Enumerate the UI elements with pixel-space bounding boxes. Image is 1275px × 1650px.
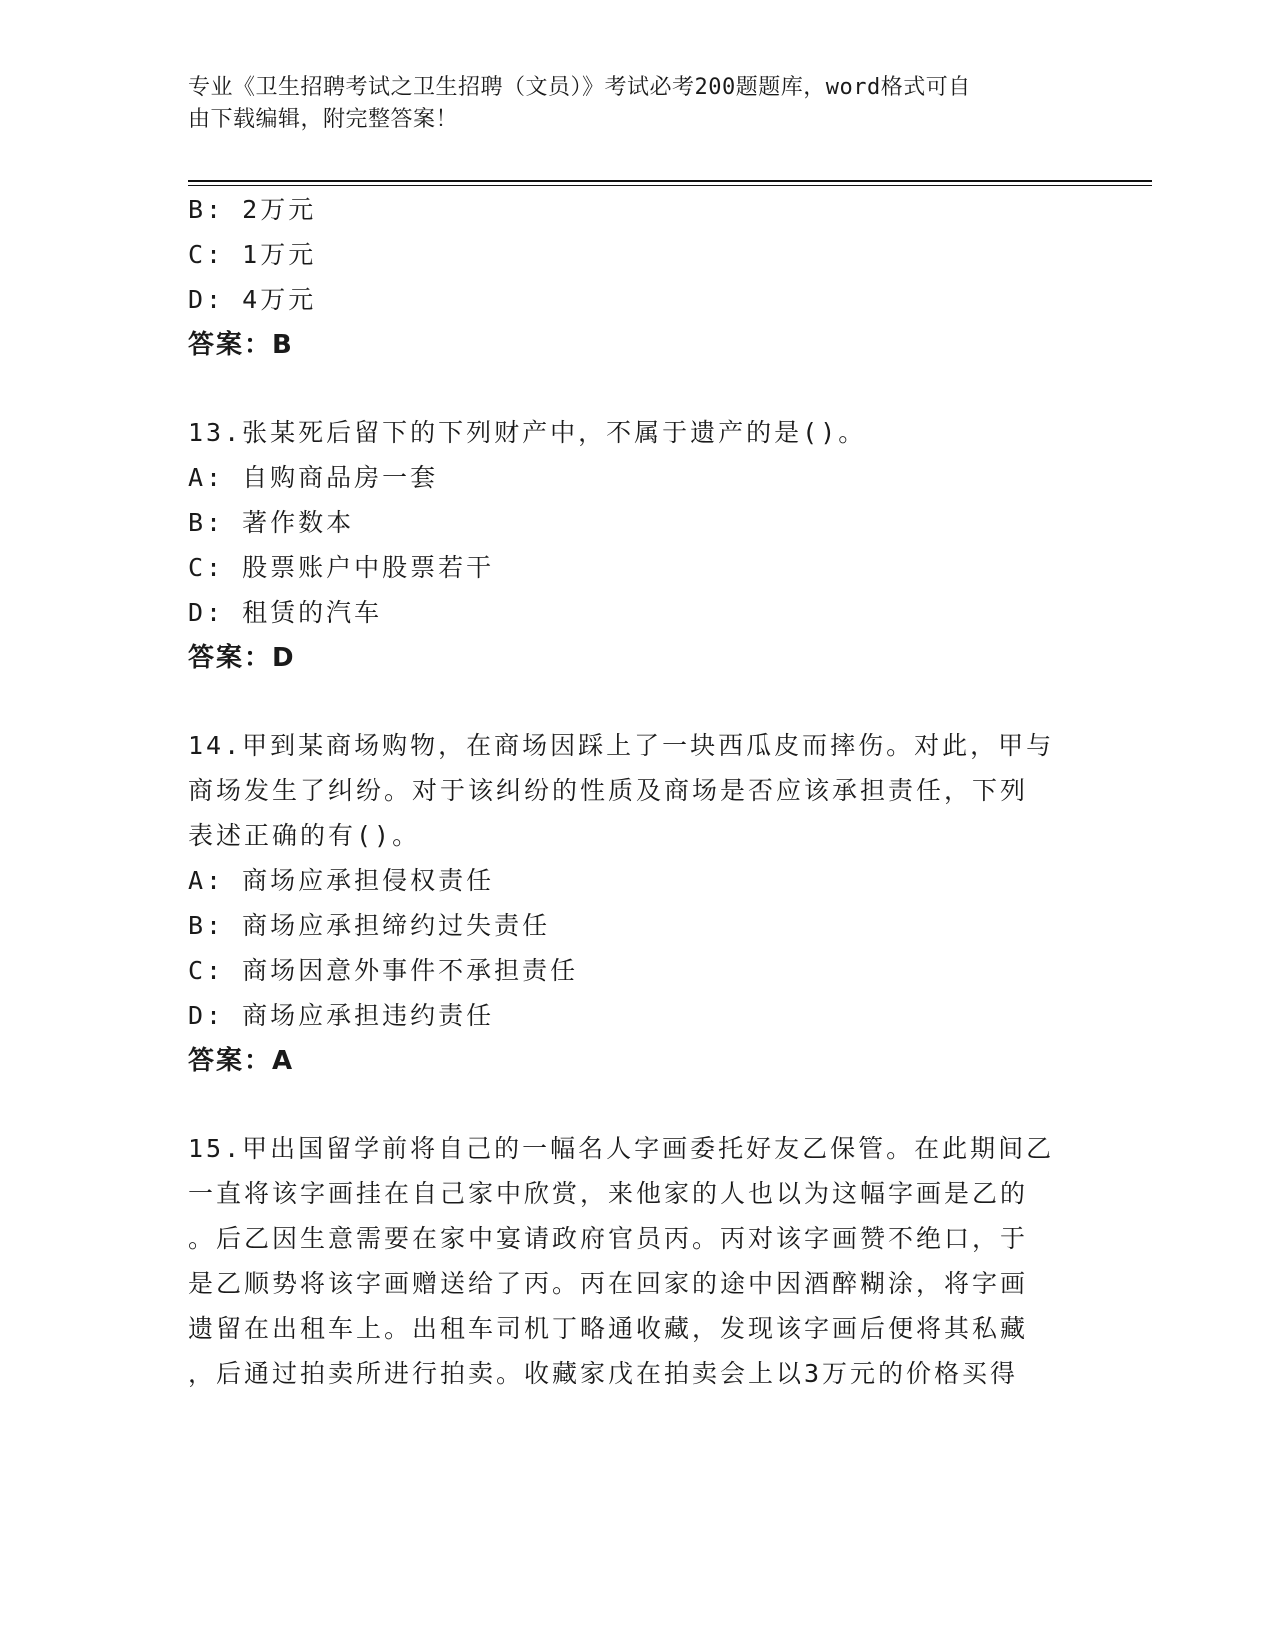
header-divider-thin bbox=[188, 185, 1152, 186]
q14-option-c: C: 商场因意外事件不承担责任 bbox=[188, 956, 579, 985]
q12-option-c: C: 1万元 bbox=[188, 240, 317, 269]
q14-stem-line-3: 表述正确的有()。 bbox=[188, 821, 421, 850]
header-line-1: 专业《卫生招聘考试之卫生招聘（文员）》考试必考200题题库，word格式可自 bbox=[188, 75, 971, 100]
q15-stem-line-2: 一直将该字画挂在自己家中欣赏，来他家的人也以为这幅字画是乙的 bbox=[188, 1179, 1029, 1208]
header-divider-thick bbox=[188, 180, 1152, 182]
document-header bbox=[188, 72, 1068, 136]
q12-answer: 答案：B bbox=[188, 330, 294, 360]
q15-stem-line-6: ，后通过拍卖所进行拍卖。收藏家戊在拍卖会上以3万元的价格买得 bbox=[188, 1359, 1019, 1388]
q14-stem-line-2: 商场发生了纠纷。对于该纠纷的性质及商场是否应该承担责任，下列 bbox=[188, 776, 1029, 805]
q13-option-c: C: 股票账户中股票若干 bbox=[188, 553, 495, 582]
q12-option-b: B: 2万元 bbox=[188, 195, 317, 224]
q14-stem-line-1: 14.甲到某商场购物，在商场因踩上了一块西瓜皮而摔伤。对此，甲与 bbox=[188, 731, 1055, 760]
header-line-2: 由下载编辑，附完整答案！ bbox=[188, 107, 459, 132]
q14-option-d: D: 商场应承担违约责任 bbox=[188, 1001, 495, 1030]
q13-answer: 答案：D bbox=[188, 643, 296, 673]
q13-option-a: A: 自购商品房一套 bbox=[188, 463, 439, 492]
q15-stem-line-4: 是乙顺势将该字画赠送给了丙。丙在回家的途中因酒醉糊涂，将字画 bbox=[188, 1269, 1029, 1298]
q13-stem: 13.张某死后留下的下列财产中，不属于遗产的是()。 bbox=[188, 418, 867, 447]
q13-option-b: B: 著作数本 bbox=[188, 508, 355, 537]
q15-stem-line-5: 遗留在出租车上。出租车司机丁略通收藏，发现该字画后便将其私藏 bbox=[188, 1314, 1029, 1343]
q15-stem-line-1: 15.甲出国留学前将自己的一幅名人字画委托好友乙保管。在此期间乙 bbox=[188, 1134, 1055, 1163]
q14-answer: 答案：A bbox=[188, 1046, 295, 1076]
q15-stem-line-3: 。后乙因生意需要在家中宴请政府官员丙。丙对该字画赞不绝口，于 bbox=[188, 1224, 1029, 1253]
q14-option-a: A: 商场应承担侵权责任 bbox=[188, 866, 495, 895]
q13-option-d: D: 租赁的汽车 bbox=[188, 598, 383, 627]
q12-option-d: D: 4万元 bbox=[188, 285, 317, 314]
q14-option-b: B: 商场应承担缔约过失责任 bbox=[188, 911, 551, 940]
